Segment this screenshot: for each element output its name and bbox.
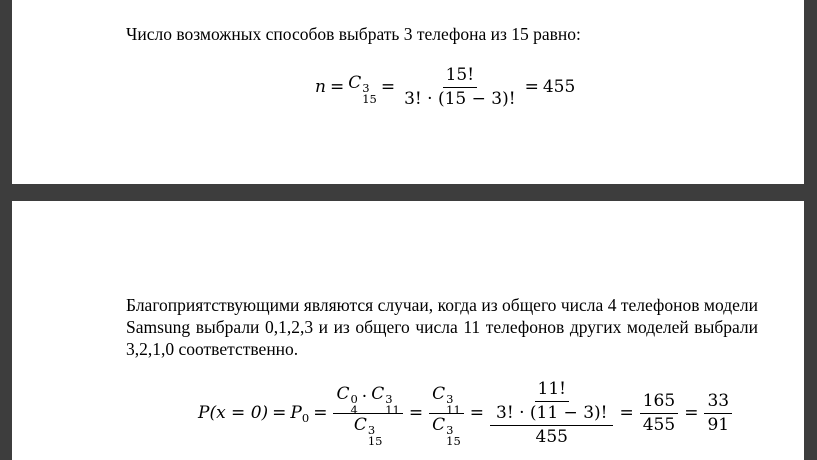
formula-total-outcomes: n = C 3 15 = $\frac{15!}{3! \cdot (15 - 3)!}$ = 455 <box>315 65 576 109</box>
fraction-value: $\frac{165}{455}$ <box>640 390 678 437</box>
factorial-fraction: $\frac{15!}{3! \cdot (15 - 3)!}$ <box>404 65 516 109</box>
fraction-combination-product: C 0 4 · C 3 11 C 3 15 <box>333 383 402 444</box>
paragraph-favorable-cases: Благоприятствующими являются случаи, когда из общего числа 4 телефонов модели Samsung выбрали 0,1,2,3 и из общего числа 11 телефонов других моделей выбрали 3,2,1,0 соответственно. <box>126 295 758 359</box>
equals-sign: = <box>329 77 345 98</box>
document-page-1 <box>12 0 804 184</box>
fraction-combination-ratio: C 3 11 C 3 15 <box>429 383 464 444</box>
probability-label: P(x = 0) <box>198 403 269 424</box>
fraction-simplified: $\frac{33}{91}$ <box>704 390 732 437</box>
combination-symbol: C 3 15 <box>348 72 377 107</box>
paragraph-combinations-count: Число возможных способов выбрать 3 телефона из 15 равно: <box>126 24 581 44</box>
p-zero: P 0 <box>290 403 310 426</box>
fraction-nested-factorial: $\frac{\frac{11!}{3! \cdot (11 - 3)!}}{455}$ <box>490 378 613 449</box>
formula-probability-zero: P(x = 0) = P 0 = C 0 4 · C 3 11 C 3 15 = C 3 11 C 3 15 = $\frac{\frac{11!}{3! \cdot (11 - 3)!}}{455}$ = $\frac{165}{455}$ = $\frac{33}{91}$ <box>198 378 734 449</box>
formula-result: 455 <box>542 77 576 98</box>
formula-variable-n: n <box>315 77 326 98</box>
document-page-2 <box>12 201 804 460</box>
